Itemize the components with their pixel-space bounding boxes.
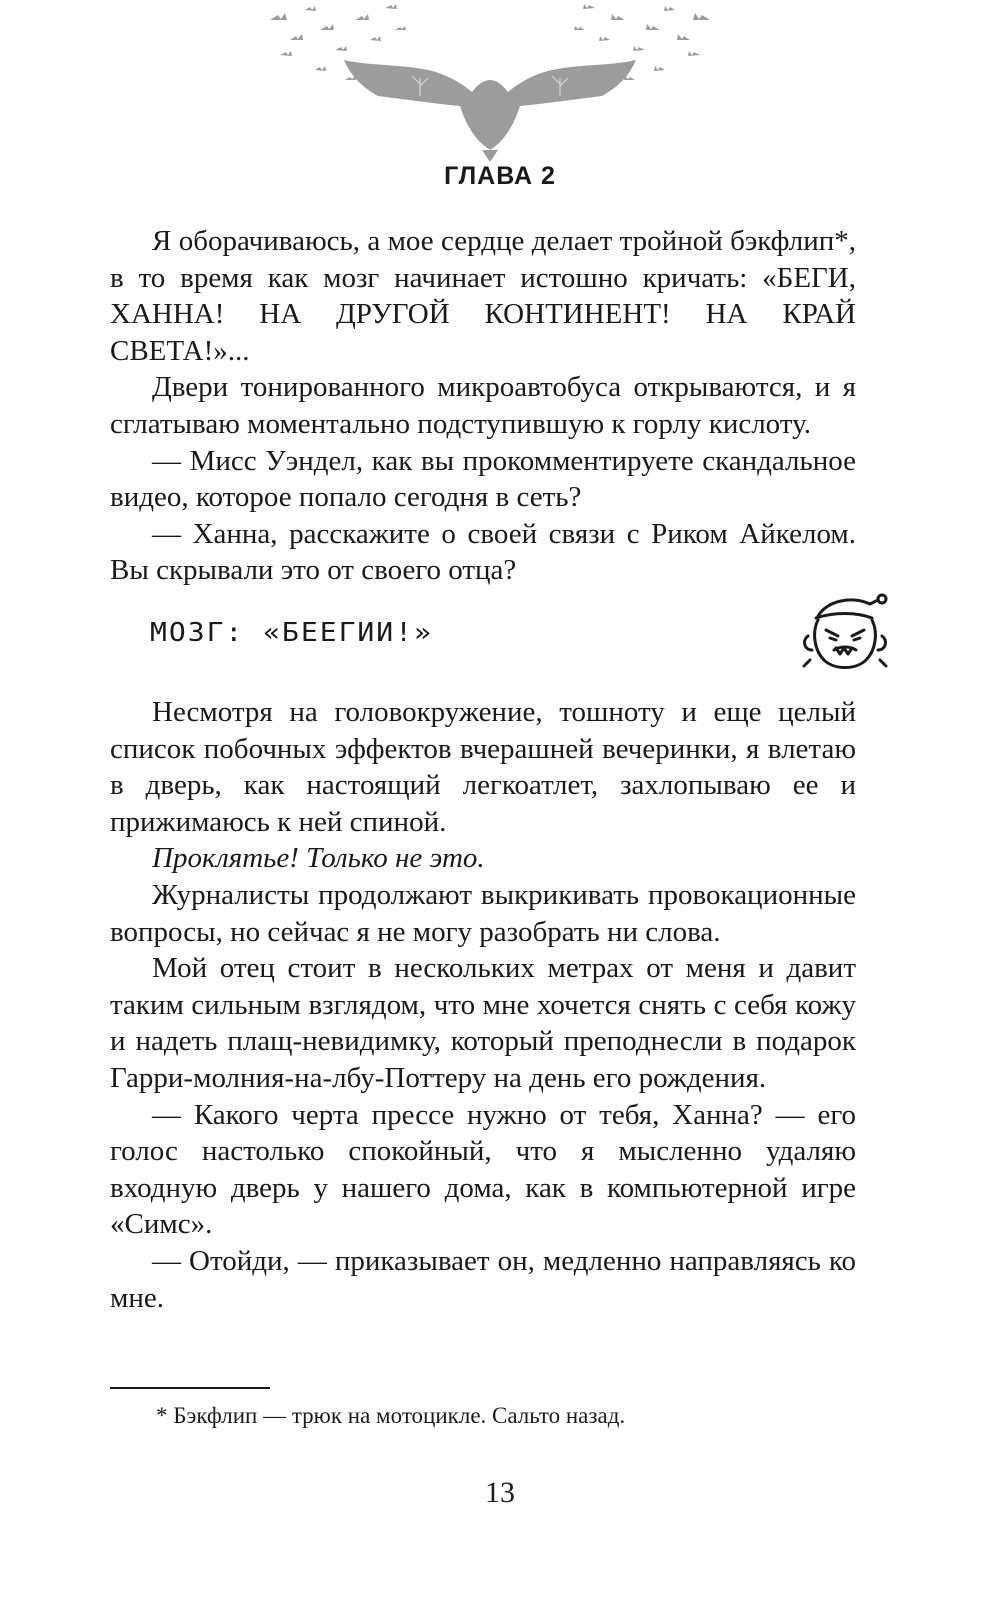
footnote: * Бэкфлип — трюк на мотоцикле. Сальто назад. [156,1403,626,1428]
paragraph: Я оборачиваюсь, а мое сердце делает тройной бэкфлип*, в то время как мозг начинает истошно кричать: «БЕГИ, ХАННА! НА ДРУГОЙ КОНТИНЕНТ! НА КРАЙ СВЕТА!»... [110,225,856,367]
paragraph-italic: Проклятье! Только не это. [152,842,485,875]
paragraph: — Какого черта прессе нужно от тебя, Ханна? — его голос настолько спокойный, что я мысленно удаляю входную дверь у нашего дома, как в компьютерной игре «Симс». [110,1098,856,1241]
footnote-divider [110,1387,270,1389]
paragraph: Двери тонированного микроавтобуса открываются, и я сглатываю моментально подступившую к горлу кислоту. [110,371,856,440]
brain-note: МОЗГ: «БЕЕГИИ!» [150,617,433,648]
paragraph: — Мисс Уэндел, как вы прокомментируете скандальное видео, которое попало сегодня в сеть? [110,444,856,514]
paragraph: — Отойди, — приказывает он, медленно направляясь ко мне. [110,1244,856,1314]
text-block-upper [110,223,856,589]
brain-face-icon [800,590,890,680]
text-block-lower [110,694,856,1316]
paragraph: Несмотря на головокружение, тошноту и еще целый список побочных эффектов вчерашней вечеринки, я влетаю в дверь, как настоящий легкоатлет, захлопываю ее и прижимаюсь к ней спиной. [110,696,856,838]
page-number: 13 [485,1476,515,1509]
paragraph: — Ханна, расскажите о своей связи с Риком Айкелом. Вы скрывали это от своего отца? [110,517,856,587]
raven-emblem-icon [260,0,720,165]
paragraph: Журналисты продолжают выкрикивать провокационные вопросы, но сейчас я не могу разобрать ни слова. [110,878,856,948]
paragraph: Мой отец стоит в нескольких метрах от меня и давит таким сильным взглядом, что мне хочется снять с себя кожу и надеть плащ-невидимку, который преподнесли в подарок Гарри-молния-на-лбу-Поттеру на день его рождения. [110,952,856,1094]
chapter-title: ГЛАВА 2 [444,162,556,190]
